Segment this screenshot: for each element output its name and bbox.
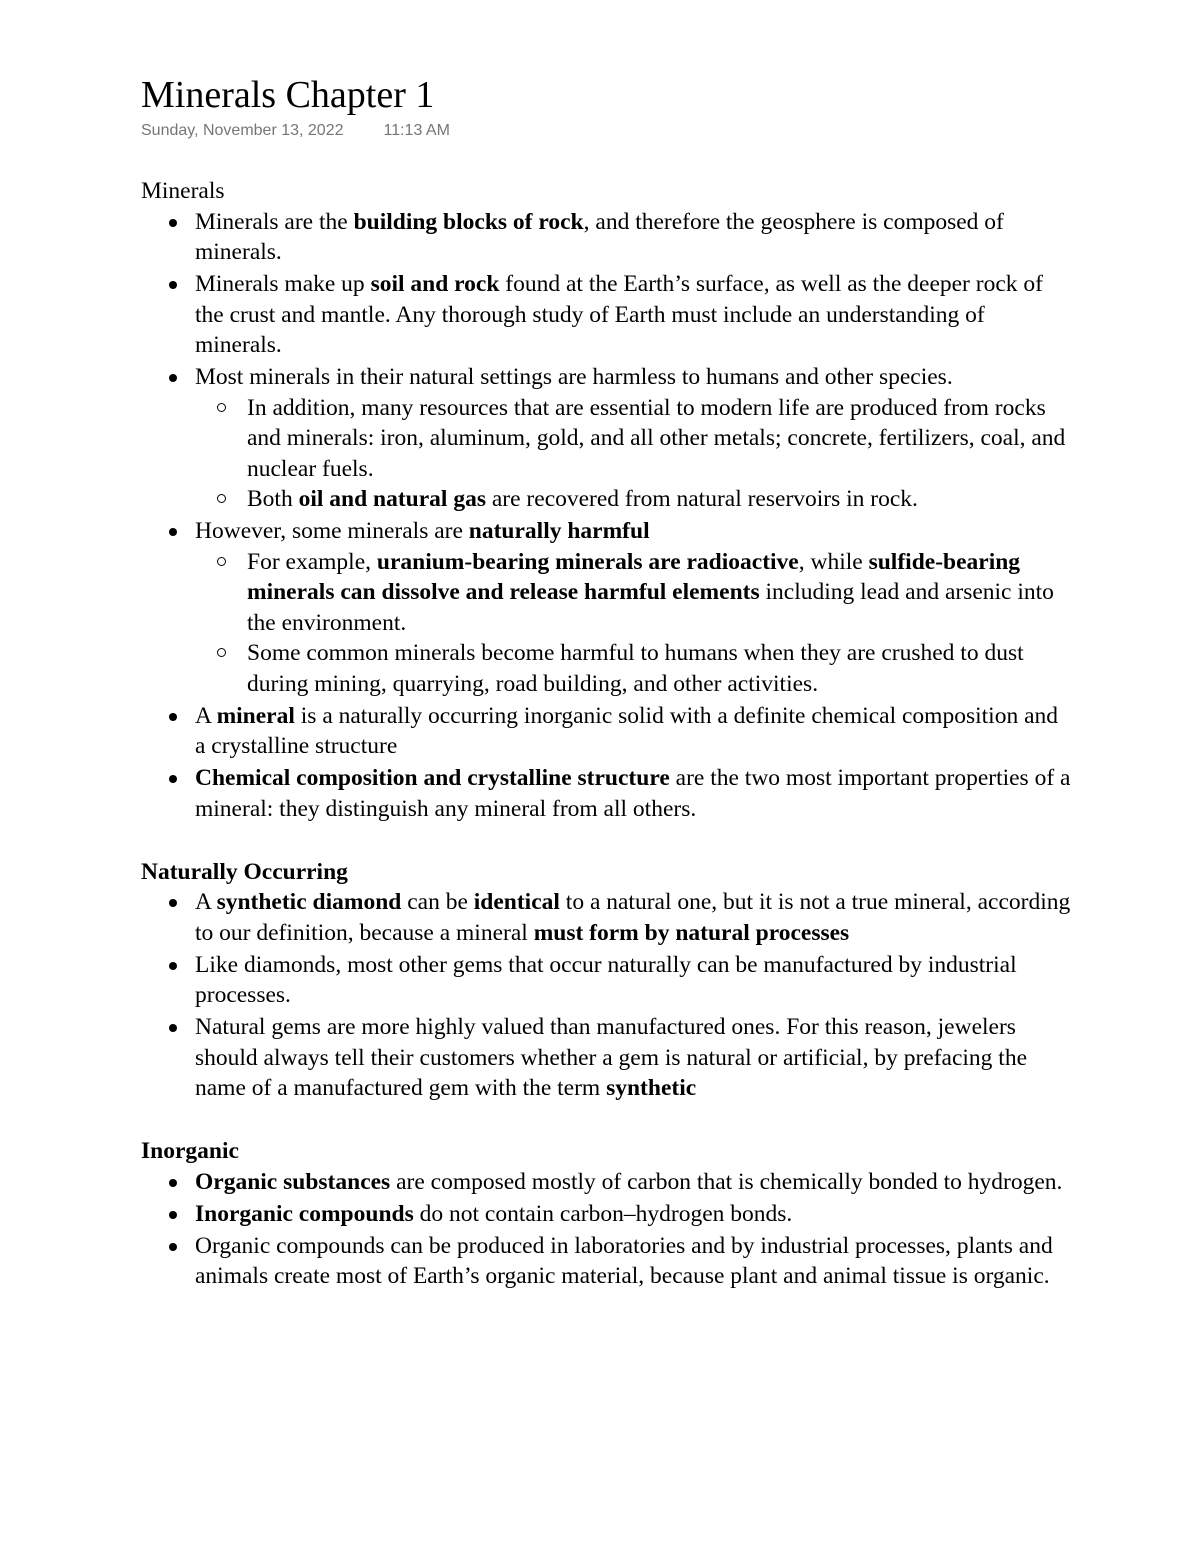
bold-text: Inorganic compounds [195, 1200, 414, 1227]
text-run: Minerals make up [195, 271, 371, 297]
bullet-item [141, 887, 1071, 948]
text-run: A [195, 889, 217, 915]
text-run: Both [247, 486, 299, 512]
section-gap [141, 826, 1071, 857]
text-run: are composed mostly of carbon that is chemically bonded to hydrogen. [390, 1168, 1063, 1195]
bold-text: Organic substances [195, 1168, 391, 1195]
section-heading: Minerals [141, 178, 225, 204]
note-timestamp [141, 122, 450, 140]
bold-text: naturally harmful [468, 518, 650, 544]
text-run: are recovered from natural reservoirs in rock. [486, 486, 918, 512]
sub-bullet-list [195, 547, 1071, 700]
bold-text: uranium-bearing minerals are radioactive [376, 548, 799, 575]
text-run: In addition, many resources that are essential to modern life are produced from rocks and minerals: iron, aluminum, gold, and all other metals; concrete, fertilizers, coal, and nuclear fuels. [247, 394, 1066, 482]
bullet-item [141, 701, 1071, 762]
text-run: found at the Earth’s surface, as well as the deeper rock of the crust and mantle. Any thorough study of Earth must include an understanding of minerals. [195, 271, 1043, 358]
bullet-list [141, 207, 1071, 825]
bullet-item [141, 362, 1071, 515]
text-run: is a naturally occurring inorganic solid with a definite chemical composition and a crystalline structure [195, 702, 1058, 759]
bold-text: synthetic [606, 1075, 697, 1101]
bullet-item [141, 1012, 1071, 1104]
bold-text: synthetic diamond [216, 889, 402, 915]
bullet-item [141, 950, 1071, 1011]
note-time: 11:13 AM [383, 122, 450, 139]
sub-bullet-list [195, 393, 1071, 515]
text-run: Most minerals in their natural settings are harmless to humans and other species. [195, 364, 953, 390]
text-run: However, some minerals are [195, 518, 469, 544]
text-run: For example, [247, 548, 377, 575]
bullet-item [141, 1167, 1071, 1198]
bold-text: identical [473, 889, 560, 915]
text-run: can be [401, 889, 474, 915]
sub-bullet-item [195, 638, 1071, 699]
sub-bullet-item [195, 547, 1071, 639]
bullet-item [141, 269, 1071, 361]
sub-bullet-item [195, 393, 1071, 485]
text-run: Like diamonds, most other gems that occur naturally can be manufactured by industrial processes. [195, 951, 1017, 1008]
bold-text: soil and rock [370, 271, 500, 297]
bullet-item [141, 1199, 1071, 1230]
bullet-item [141, 207, 1071, 268]
bullet-item [141, 763, 1071, 824]
section-gap [141, 1105, 1071, 1136]
text-run: , while [798, 548, 869, 575]
text-run: are the two most important properties of a mineral: they distinguish any mineral from all others. [195, 765, 1071, 822]
text-run: Natural gems are more highly valued than manufactured ones. For this reason, jewelers should always tell their customers whether a gem is natural or artificial, by prefacing the name of a manufactured gem with the term [195, 1014, 1028, 1101]
section-heading: Naturally Occurring [141, 858, 348, 885]
text-run: Organic compounds can be produced in laboratories and by industrial processes, plants and animals create most of Earth’s organic material, because plant and animal tissue is organic. [195, 1232, 1053, 1289]
bold-text: sulfide-bearing minerals can dissolve and release harmful elements [247, 548, 1021, 605]
note-body [141, 176, 1071, 1293]
text-run: to a natural one, but it is not a true mineral, according to our definition, because a mineral [195, 889, 1071, 946]
bullet-list [141, 887, 1071, 1104]
text-run: , and therefore the geosphere is composed of minerals. [195, 208, 1004, 265]
bullet-item [141, 516, 1071, 699]
text-run: A [195, 702, 217, 729]
bold-text: oil and natural gas [298, 486, 486, 512]
text-run: including lead and arsenic into the environment. [247, 579, 1054, 636]
section-heading: Inorganic [141, 1138, 239, 1164]
note-date: Sunday, November 13, 2022 [141, 122, 344, 139]
text-run: Minerals are the [195, 208, 354, 235]
text-run: do not contain carbon–hydrogen bonds. [413, 1200, 793, 1227]
bold-text: mineral [216, 702, 295, 729]
bold-text: building blocks of rock [353, 208, 584, 235]
bold-text: Chemical composition and crystalline structure [195, 765, 670, 791]
bold-text: must form by natural processes [533, 919, 850, 946]
bullet-item [141, 1231, 1071, 1292]
page-title: Minerals Chapter 1 [141, 74, 435, 116]
text-run: Some common minerals become harmful to humans when they are crushed to dust during mining, quarrying, road building, and other activities. [247, 640, 1024, 697]
sub-bullet-item [195, 484, 1071, 515]
bullet-list [141, 1167, 1071, 1292]
